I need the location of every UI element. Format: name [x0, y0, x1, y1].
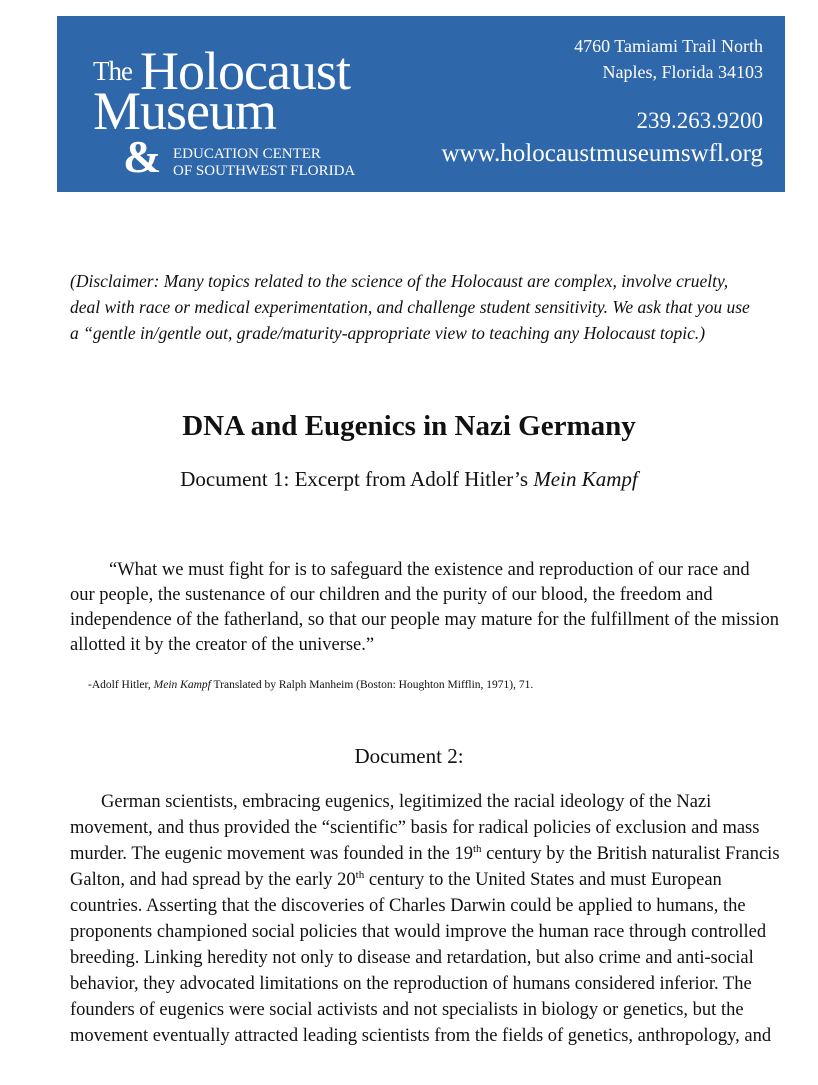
paragraph-line: German scientists, embracing eugenics, legitimized the racial ideology of the Nazi [101, 792, 712, 812]
heading-book-title: Mein Kampf [533, 467, 638, 491]
quote-line: allotted it by the creator of the universe.” [70, 635, 375, 655]
logo-the: The [93, 56, 132, 86]
paragraph-line: countries. Asserting that the discoveries of Charles Darwin could be applied to humans, the [70, 896, 746, 916]
document-1-heading [0, 467, 818, 492]
text: century by the British naturalist Francis [481, 844, 780, 864]
museum-banner [57, 16, 785, 192]
superscript: th [472, 842, 482, 855]
heading-text: Document 1: Excerpt from Adolf Hitler’s [180, 467, 534, 491]
logo-museum: Museum [93, 81, 276, 141]
citation [88, 679, 533, 691]
quote-line: our people, the sustenance of our children and the purity of our blood, the freedom and [70, 585, 713, 605]
text: century to the United States and must European [364, 870, 722, 890]
logo-education-center: EDUCATION CENTER [173, 146, 321, 162]
quote-line: independence of the fatherland, so that our people may mature for the fulfillment of the mission [70, 610, 779, 630]
paragraph-line: proponents championed social policies that would improve the human race through controlled [70, 922, 767, 942]
citation-title: Mein Kampf [153, 679, 211, 691]
disclaimer-line: a “gentle in/gentle out, grade/maturity-appropriate view to teaching any Holocaust topic.) [70, 323, 706, 343]
logo-southwest-florida: OF SOUTHWEST FLORIDA [173, 163, 356, 179]
address-line-1: 4760 Tamiami Trail North [574, 36, 763, 56]
address-line-2: Naples, Florida 34103 [602, 62, 763, 82]
paragraph-line: breeding. Linking heredity not only to disease and retardation, but also crime and anti-social [70, 948, 754, 968]
paragraph-line [70, 844, 780, 865]
text: murder. The eugenic movement was founded in the 19 [70, 844, 473, 864]
disclaimer-line: (Disclaimer: Many topics related to the science of the Holocaust are complex, involve cruelty, [70, 271, 729, 291]
citation-details: Translated by Ralph Manheim (Boston: Houghton Mifflin, 1971), 71. [210, 679, 534, 691]
phone-number: 239.263.9200 [636, 108, 763, 133]
document-2-heading: Document 2: [354, 744, 464, 768]
website-link[interactable]: www.holocaustmuseumswfl.org [441, 140, 763, 167]
disclaimer-line: deal with race or medical experimentation, and challenge student sensitivity. We ask that you use [70, 297, 750, 317]
superscript: th [355, 868, 365, 881]
citation-author: -Adolf Hitler, [88, 679, 154, 691]
paragraph-line: behavior, they advocated limitations on the reproduction of humans considered inferior. The [70, 974, 752, 994]
paragraph-line: founders of eugenics were social activists and not specialists in biology or genetics, but the [70, 1000, 744, 1020]
page-title: DNA and Eugenics in Nazi Germany [182, 410, 636, 442]
text: Galton, and had spread by the early 20 [70, 870, 356, 890]
paragraph-line: movement eventually attracted leading scientists from the fields of genetics, anthropology, and [70, 1026, 772, 1046]
logo-ampersand: & [123, 131, 162, 182]
paragraph-line: movement, and thus provided the “scientific” basis for radical policies of exclusion and mass [70, 818, 760, 838]
quote-line: “What we must fight for is to safeguard the existence and reproduction of our race and [109, 560, 750, 580]
paragraph-line [70, 870, 722, 891]
logo-holocaust: Holocaust [140, 41, 350, 101]
